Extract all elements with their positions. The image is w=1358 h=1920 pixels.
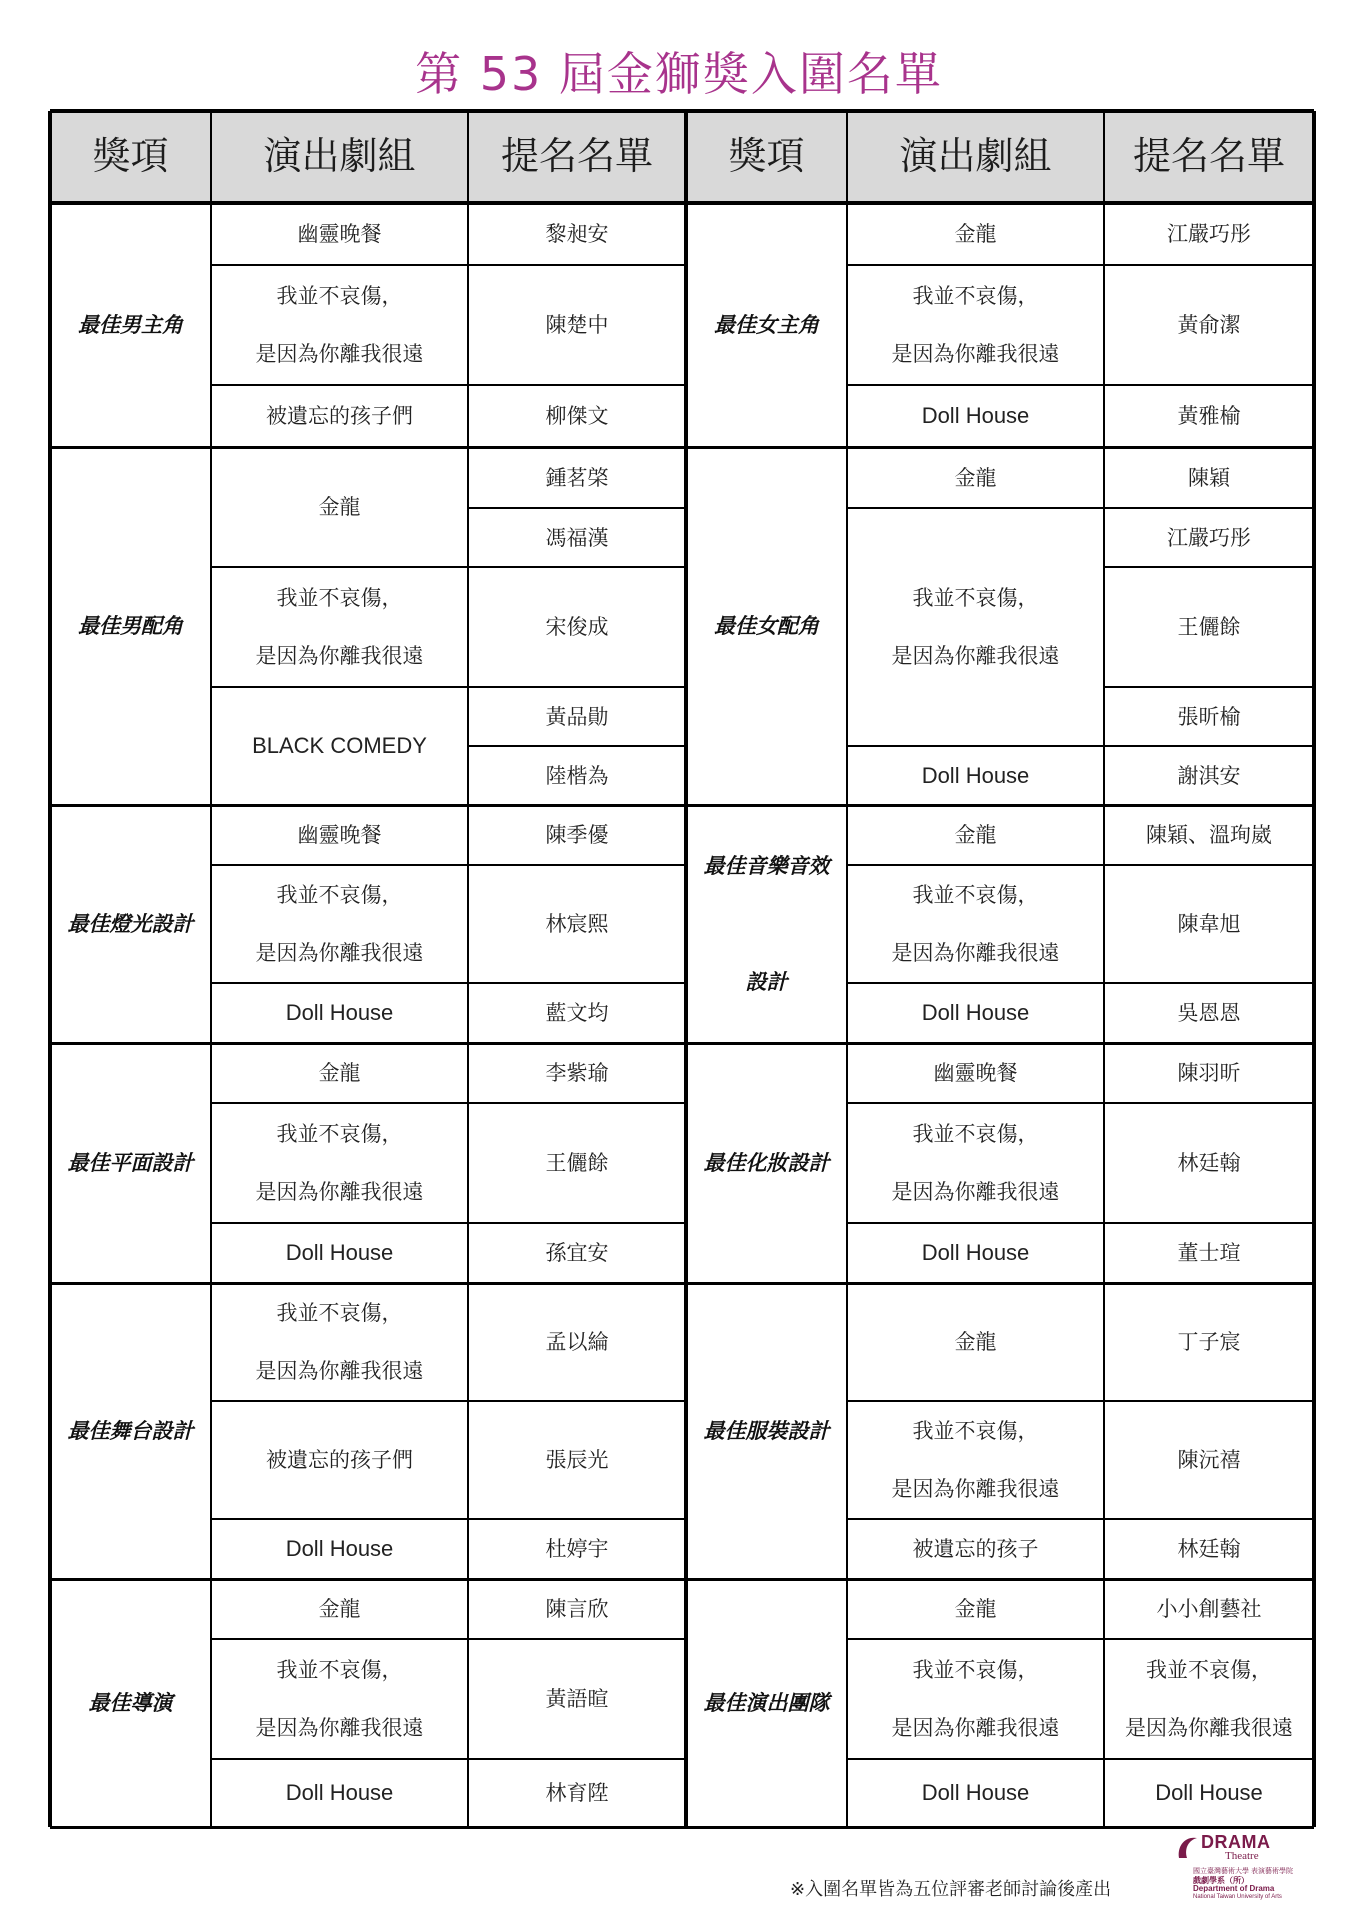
production-cell: 我並不哀傷， 是因為你離我很遠 xyxy=(255,284,424,366)
production-cell: 幽靈晚餐 xyxy=(297,222,382,246)
nominee-cell: 黎昶安 xyxy=(545,222,609,246)
nominee-cell: 董士瑄 xyxy=(1177,1241,1241,1265)
table-rule xyxy=(210,111,212,1827)
production-cell: 金龍 xyxy=(318,1597,361,1621)
nominee-cell: 丁子宸 xyxy=(1177,1330,1241,1354)
award-name: 最佳女主角 xyxy=(714,313,819,337)
nominee-cell: 陳穎 xyxy=(1188,465,1230,490)
table-rule xyxy=(50,109,1314,113)
nominee-cell: 江嚴巧彤 xyxy=(1167,525,1251,550)
table-rule xyxy=(846,111,848,1827)
table-rule xyxy=(847,864,1314,866)
production-cell: 我並不哀傷， 是因為你離我很遠 xyxy=(891,1122,1060,1204)
nominee-cell: 林廷翰 xyxy=(1177,1537,1241,1561)
logo-line2: 戲劇學系（所） xyxy=(1193,1876,1249,1885)
production-cell: 金龍 xyxy=(954,823,997,847)
table-rule xyxy=(847,1638,1314,1640)
nominee-cell: 黃品勛 xyxy=(545,704,609,729)
nominee-cell: 江嚴巧彤 xyxy=(1167,222,1251,246)
column-header: 提名名單 xyxy=(468,111,686,203)
nominee-table xyxy=(50,111,1314,1827)
table-rule xyxy=(211,264,686,266)
nominee-cell: 黃雅榆 xyxy=(1177,404,1241,428)
table-rule xyxy=(50,1578,1314,1581)
production-cell: 我並不哀傷， 是因為你離我很遠 xyxy=(255,1301,424,1383)
nominee-cell: 林廷翰 xyxy=(1177,1151,1241,1175)
logo-line4: National Taiwan University of Arts xyxy=(1193,1894,1282,1900)
table-rule xyxy=(467,111,469,1827)
award-name: 最佳舞台設計 xyxy=(67,1419,194,1443)
table-rule xyxy=(468,745,686,747)
table-rule xyxy=(1312,111,1316,1827)
production-cell: 被遺忘的孩子 xyxy=(912,1537,1039,1561)
production-cell: 我並不哀傷， 是因為你離我很遠 xyxy=(891,1658,1060,1740)
logo-line1: 國立臺灣藝術大學 表演藝術學院 xyxy=(1193,1868,1293,1875)
production-cell: 金龍 xyxy=(954,1597,997,1621)
production-cell: 金龍 xyxy=(954,1330,997,1354)
nominee-cell: 馮福漢 xyxy=(545,525,609,550)
nominee-cell: 林育陞 xyxy=(545,1781,609,1805)
production-cell: 幽靈晚餐 xyxy=(933,1061,1018,1085)
nominee-cell: 王儷餘 xyxy=(1177,615,1241,639)
production-cell: 金龍 xyxy=(954,222,997,246)
table-rule xyxy=(211,1102,686,1104)
table-rule xyxy=(211,864,686,866)
award-name: 最佳導演 xyxy=(88,1691,173,1715)
logo-sub: Theatre xyxy=(1225,1850,1259,1862)
table-rule xyxy=(50,804,1314,807)
production-cell: Doll House xyxy=(921,403,1030,428)
nominee-cell: 黃語暄 xyxy=(545,1687,609,1711)
table-rule xyxy=(468,507,686,509)
nominee-cell: 陳沅禧 xyxy=(1177,1448,1241,1472)
award-name: 最佳平面設計 xyxy=(67,1151,194,1175)
production-cell: 金龍 xyxy=(318,495,361,519)
table-rule xyxy=(48,111,52,1827)
production-cell: Doll House xyxy=(921,1780,1030,1805)
production-cell: 被遺忘的孩子們 xyxy=(266,1448,413,1472)
nominee-cell: 我並不哀傷， 是因為你離我很遠 xyxy=(1125,1658,1293,1740)
production-cell: 我並不哀傷， 是因為你離我很遠 xyxy=(255,1658,424,1740)
table-rule xyxy=(1104,507,1314,509)
award-name: 最佳化妝設計 xyxy=(703,1151,830,1175)
production-cell: BLACK COMEDY xyxy=(252,733,427,758)
award-name: 最佳音樂音效 設計 xyxy=(703,854,830,994)
table-rule xyxy=(211,1518,686,1520)
nominee-cell: 謝淇安 xyxy=(1177,763,1241,788)
table-rule xyxy=(847,1758,1314,1760)
table-rule xyxy=(50,446,1314,449)
column-header: 獎項 xyxy=(50,111,211,203)
production-cell: 我並不哀傷， 是因為你離我很遠 xyxy=(255,586,424,668)
table-rule xyxy=(847,1400,1314,1402)
production-cell: Doll House xyxy=(285,1780,394,1805)
nominee-cell: 林宸熙 xyxy=(545,912,609,936)
production-cell: 我並不哀傷， 是因為你離我很遠 xyxy=(255,883,424,965)
table-rule xyxy=(211,1758,686,1760)
table-rule xyxy=(847,982,1314,984)
production-cell: 我並不哀傷， 是因為你離我很遠 xyxy=(891,586,1060,668)
nominee-cell: 孟以綸 xyxy=(545,1330,609,1354)
column-header: 提名名單 xyxy=(1104,111,1314,203)
logo-line3: Department of Drama xyxy=(1193,1884,1275,1893)
table-rule xyxy=(211,1638,686,1640)
table-rule xyxy=(468,566,686,568)
nominee-cell: 陳韋旭 xyxy=(1177,912,1241,936)
table-rule xyxy=(847,1518,1314,1520)
nominee-cell: 吳恩恩 xyxy=(1177,1001,1241,1025)
production-cell: 我並不哀傷， 是因為你離我很遠 xyxy=(891,1419,1060,1501)
column-header: 演出劇組 xyxy=(211,111,468,203)
table-rule xyxy=(211,566,468,568)
nominee-cell: 孫宜安 xyxy=(545,1241,609,1265)
nominee-cell: 陳言欣 xyxy=(545,1597,609,1621)
nominee-cell: 陳穎、溫珣崴 xyxy=(1146,823,1272,847)
table-rule xyxy=(211,1222,686,1224)
table-rule xyxy=(211,982,686,984)
footnote: ※入圍名單皆為五位評審老師討論後產出 xyxy=(790,1879,1112,1900)
logo-brand: DRAMA xyxy=(1201,1832,1271,1852)
nominee-cell: 宋俊成 xyxy=(545,615,609,639)
nominee-cell: 鍾茗棨 xyxy=(545,465,609,490)
table-rule xyxy=(847,1222,1314,1224)
nominee-cell: 陳季優 xyxy=(545,823,609,847)
production-cell: 我並不哀傷， 是因為你離我很遠 xyxy=(891,883,1060,965)
drama-logo xyxy=(1175,1832,1315,1900)
nominee-cell: 杜婷宇 xyxy=(545,1537,609,1561)
award-name: 最佳男配角 xyxy=(78,614,183,638)
nominee-cell: 陸楷為 xyxy=(545,763,609,788)
table-rule xyxy=(50,201,1314,205)
award-name: 最佳女配角 xyxy=(714,614,819,638)
table-rule xyxy=(50,1042,1314,1045)
table-rule xyxy=(211,686,468,688)
production-cell: Doll House xyxy=(921,1000,1030,1025)
nominee-cell: 王儷餘 xyxy=(545,1151,609,1175)
award-name: 最佳男主角 xyxy=(78,313,183,337)
table-rule xyxy=(847,1102,1314,1104)
production-cell: Doll House xyxy=(921,1240,1030,1265)
nominee-cell: 張昕榆 xyxy=(1177,704,1241,729)
nominee-cell: 李紫瑜 xyxy=(545,1061,609,1085)
column-header: 演出劇組 xyxy=(847,111,1104,203)
production-cell: 我並不哀傷， 是因為你離我很遠 xyxy=(891,284,1060,366)
award-name: 最佳演出團隊 xyxy=(703,1691,830,1715)
page-title: 第 53 屆金獅獎入圍名單 xyxy=(415,47,943,101)
production-cell: 金龍 xyxy=(318,1061,361,1085)
column-header: 獎項 xyxy=(686,111,847,203)
nominee-cell: 陳楚中 xyxy=(545,313,609,337)
production-cell: Doll House xyxy=(921,762,1030,788)
table-rule xyxy=(1103,111,1105,1827)
nominee-cell: 陳羽昕 xyxy=(1177,1061,1241,1085)
table-rule xyxy=(211,1400,686,1402)
table-rule xyxy=(1104,686,1314,688)
nominee-cell: 黃俞潔 xyxy=(1177,313,1241,337)
production-cell: 我並不哀傷， 是因為你離我很遠 xyxy=(255,1122,424,1204)
nominee-cell: 小小創藝社 xyxy=(1156,1597,1262,1621)
table-rule xyxy=(847,507,1104,509)
production-cell: Doll House xyxy=(285,1000,394,1025)
table-rule xyxy=(684,111,688,1827)
production-cell: 幽靈晚餐 xyxy=(297,823,382,847)
nominee-cell: Doll House xyxy=(1155,1780,1263,1805)
production-cell: 被遺忘的孩子們 xyxy=(266,404,413,428)
production-cell: Doll House xyxy=(285,1240,394,1265)
production-cell: Doll House xyxy=(285,1536,394,1561)
table-rule xyxy=(211,384,686,386)
table-rule xyxy=(847,264,1314,266)
table-rule xyxy=(50,1282,1314,1285)
nominee-cell: 張辰光 xyxy=(545,1448,609,1472)
table-rule xyxy=(1104,566,1314,568)
nominee-cell: 柳傑文 xyxy=(545,404,609,428)
award-name: 最佳燈光設計 xyxy=(67,912,194,936)
table-rule xyxy=(847,384,1314,386)
table-rule xyxy=(847,745,1104,747)
table-rule xyxy=(468,686,686,688)
award-name: 最佳服裝設計 xyxy=(703,1419,830,1443)
table-rule xyxy=(1104,745,1314,747)
nominee-cell: 藍文均 xyxy=(545,1001,609,1025)
table-rule xyxy=(50,1826,1314,1829)
production-cell: 金龍 xyxy=(954,465,997,490)
